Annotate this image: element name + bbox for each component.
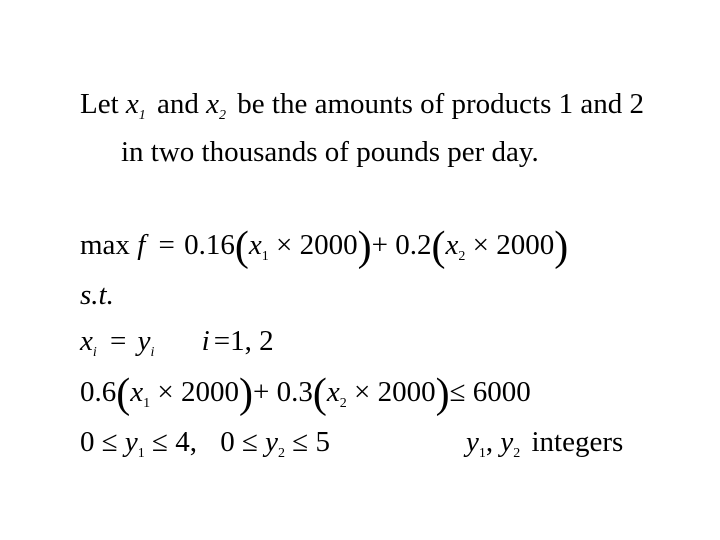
- intro-line-1: Let $x_1$ and $x_2$ be the amounts of products 1 and 2: [80, 88, 645, 123]
- capacity-constraint: $0.6(x_1 \times 2000)+ 0.3(x_2 \times 2000)\le 6000$: [80, 371, 531, 417]
- objective-line: $\max f = 0.16(x_1 \times 2000)+ 0.2(x_2 \times 2000)$: [80, 224, 569, 270]
- var-x2: $x_2$: [206, 88, 227, 123]
- bounds-constraint: $0 \le y_1 \le 4$, $0 \le y_2 \le 5$: [80, 426, 330, 461]
- linking-constraint: $x_i = y_i$ i =1, 2: [80, 325, 274, 360]
- integrality-constraint: $y_1$, $y_2$ integers: [466, 426, 624, 461]
- intro-line-2: in two thousands of pounds per day.: [121, 136, 539, 168]
- subject-to-label: s.t.: [80, 279, 114, 311]
- var-x1: $x_1$: [125, 88, 146, 123]
